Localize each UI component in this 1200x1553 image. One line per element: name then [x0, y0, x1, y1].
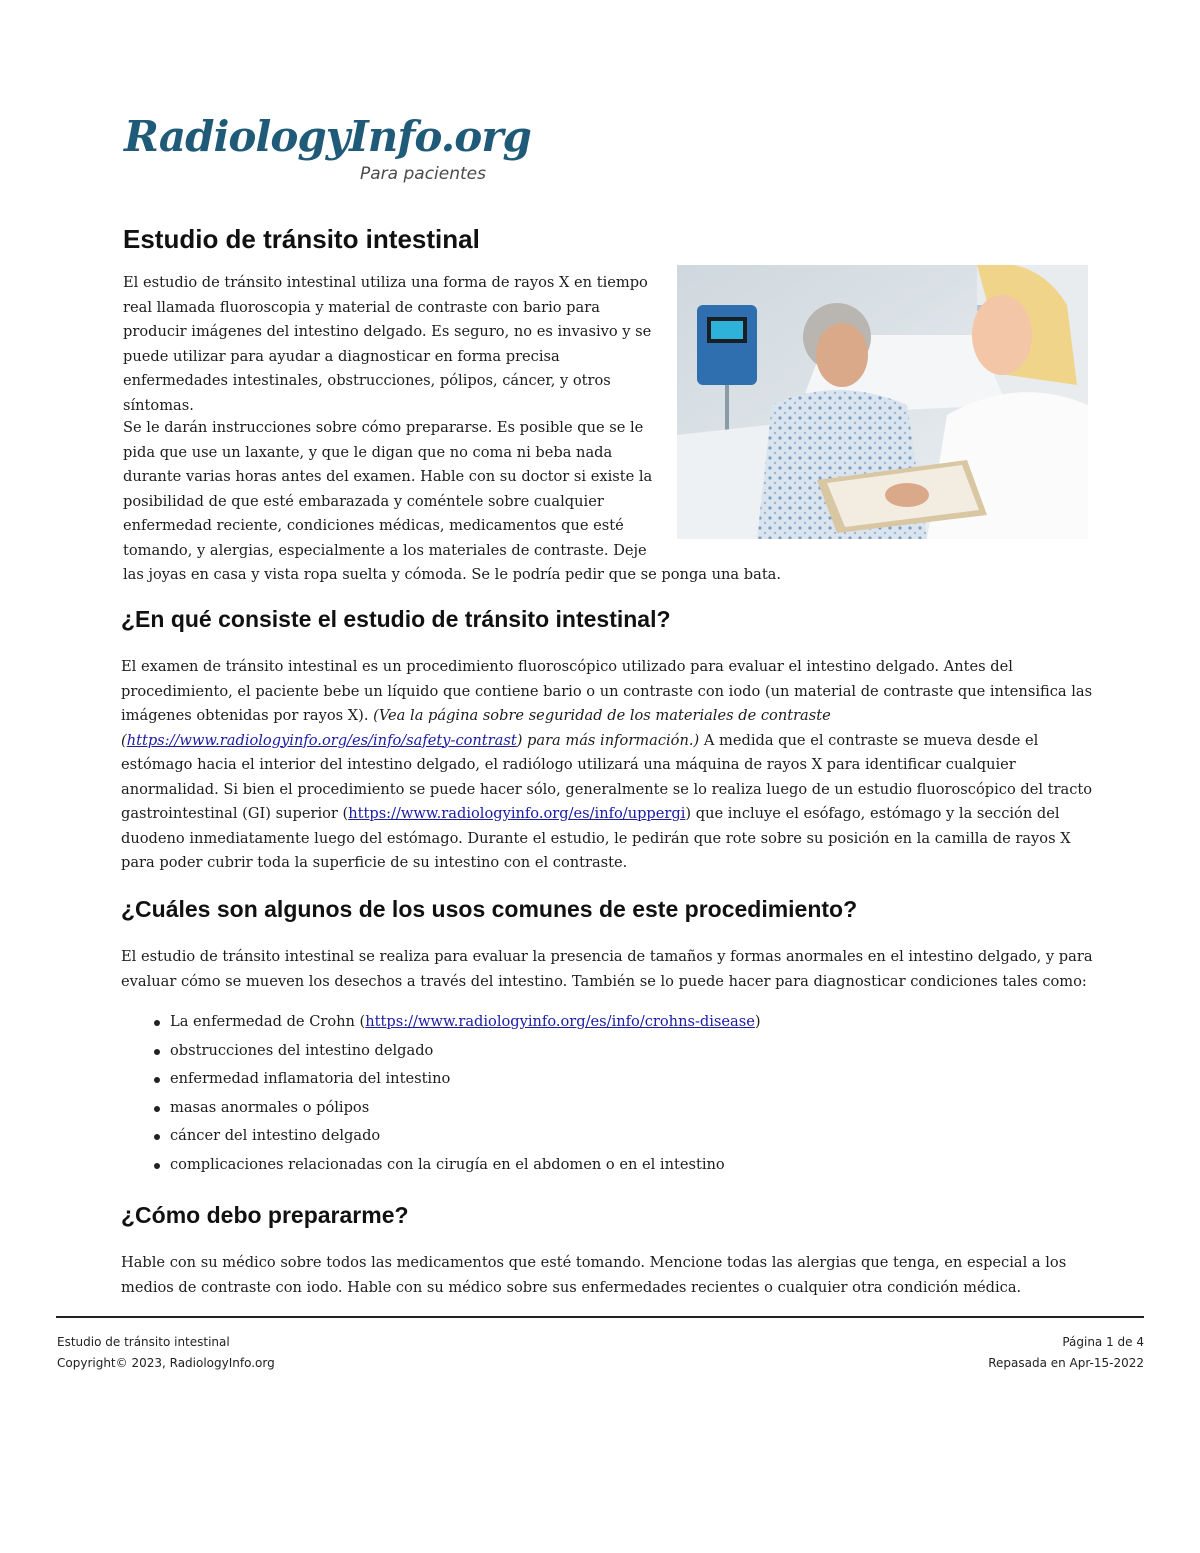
- footer-doc-title: Estudio de tránsito intestinal: [57, 1335, 230, 1349]
- section-what-paragraph: [121, 655, 1101, 876]
- section-what-text-2: A medida que el contraste se mueva desde el estómago hacia el interior del intestino delgado, el radiólogo utilizará una máquina de rayos X para identificar cualquier anormalidad. Si bien el procedimiento se puede hacer sólo, generalmente se lo realiza luego de un estudio fluoroscópico del tracto gastrointestinal (GI) superior (: [121, 731, 1093, 822]
- upper-gi-link[interactable]: https://www.radiologyinfo.org/es/info/uppergi: [348, 805, 686, 822]
- section-heading-what: ¿En qué consiste el estudio de tránsito intestinal?: [121, 606, 671, 632]
- patient-face: [816, 323, 868, 387]
- section-what-text-1: El examen de tránsito intestinal es un procedimiento fluoroscópico utilizado para evaluar el intestino delgado. Antes del procedimiento, el paciente bebe un líquido que contiene bario o un contraste con iodo (un material de contraste que intensifica las imágenes obtenidas por rayos X).: [121, 658, 1093, 724]
- logo-wordmark: RadiologyInfo.org: [124, 112, 531, 161]
- photo-illustration: [677, 265, 1088, 539]
- section-what-italic-2: ) para más información.): [516, 731, 700, 749]
- footer-page-number: Página 1 de 4: [1062, 1335, 1144, 1349]
- radiologyinfo-logo[interactable]: [124, 112, 531, 192]
- footer-review-date: Repasada en Apr-15-2022: [988, 1356, 1144, 1370]
- page-title: Estudio de tránsito intestinal: [123, 224, 480, 254]
- list-item: complicaciones relacionadas con la cirugía en el abdomen o en el intestino: [150, 1151, 761, 1180]
- footer-divider: [56, 1316, 1144, 1318]
- list-item: cáncer del intestino delgado: [150, 1122, 761, 1151]
- section-heading-uses: ¿Cuáles son algunos de los usos comunes de este procedimiento?: [121, 896, 858, 922]
- safety-contrast-link[interactable]: https://www.radiologyinfo.org/es/info/safety-contrast: [126, 731, 517, 749]
- logo-tagline: Para pacientes: [360, 164, 486, 184]
- intro-paragraph-2: Se le darán instrucciones sobre cómo prepararse. Es posible que se le pida que use un laxante, y que le digan que no coma ni beba nada durante varias horas antes del examen. Hable con su doctor si existe la posibilidad de que esté embarazada y coméntele sobre cualquier enfermedad reciente, condiciones médicas, medicamentos que esté tomando, y alergias, especialmente a los materiales de contraste. Deje: [123, 419, 653, 559]
- list-item: La enfermedad de Crohn (https://www.radiologyinfo.org/es/info/crohns-disease): [150, 1008, 761, 1037]
- section-uses-paragraph: El estudio de tránsito intestinal se realiza para evaluar la presencia de tamaños y formas anormales en el intestino delgado, y para evaluar cómo se mueven los desechos a través del intestino. También se lo puede hacer para diagnosticar condiciones tales como:: [121, 948, 1093, 990]
- intro-paragraph-1: El estudio de tránsito intestinal utiliza una forma de rayos X en tiempo real llamada fluoroscopia y material de contraste con bario para producir imágenes del intestino delgado. Es seguro, no es invasivo y se puede utilizar para ayudar a diagnosticar en forma precisa enfermedades intestinales, obstrucciones, pólipos, cáncer, y otros síntomas.: [123, 274, 652, 414]
- section-heading-prepare: ¿Cómo debo prepararme?: [121, 1202, 409, 1228]
- intro-paragraph-2-end: las joyas en casa y vista ropa suelta y cómoda. Se le podría pedir que se ponga una bata.: [123, 566, 782, 583]
- section-what-text-3: ) que incluye el esófago, estómago y la sección del duodeno inmediatamente luego del estómago. Durante el estudio, le pedirán que rote sobre su posición en la camilla de rayos X para poder cubrir toda la superficie de su intestino con el contraste.: [121, 805, 1071, 871]
- list-item: obstrucciones del intestino delgado: [150, 1037, 761, 1066]
- crohns-disease-link[interactable]: https://www.radiologyinfo.org/es/info/crohns-disease: [365, 1013, 755, 1030]
- list-item: masas anormales o pólipos: [150, 1094, 761, 1123]
- patient-nurse-photo: [677, 265, 1088, 539]
- list-item: enfermedad inflamatoria del intestino: [150, 1065, 761, 1094]
- section-prepare-paragraph: Hable con su médico sobre todos las medicamentos que esté tomando. Mencione todas las alergias que tenga, en especial a los medios de contraste con iodo. Hable con su médico sobre sus enfermedades recientes o cualquier otra condición médica.: [121, 1254, 1067, 1296]
- nurse-face: [972, 295, 1032, 375]
- conditions-list: [150, 1008, 761, 1179]
- section-what-italic-1: (Vea la página sobre seguridad de los materiales de contraste (: [121, 707, 831, 749]
- footer-copyright: Copyright© 2023, RadiologyInfo.org: [57, 1356, 275, 1370]
